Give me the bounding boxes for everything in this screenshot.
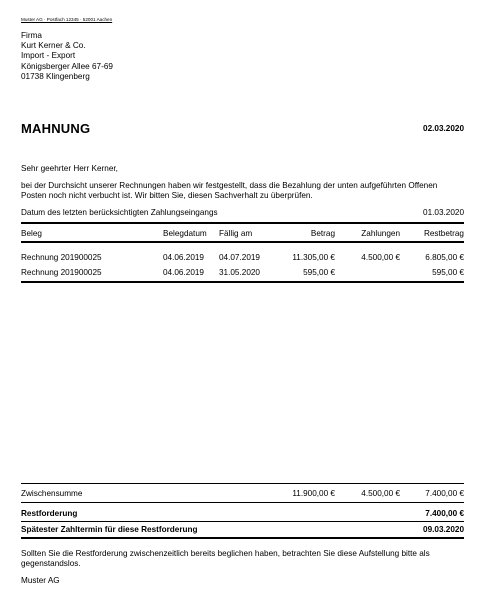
table-cell-zahlungen: 4.500,00 € [361, 253, 400, 262]
table-header-rule [21, 241, 464, 243]
subtotal-top-rule [21, 483, 464, 484]
restforderung-value: 7.400,00 € [425, 509, 464, 518]
subtotal-restbetrag: 7.400,00 € [425, 489, 464, 498]
deadline-rule [21, 537, 464, 539]
recipient-line: 01738 Klingenberg [21, 71, 90, 81]
subtotal-zahlungen: 4.500,00 € [361, 489, 400, 498]
table-cell-betrag: 11.305,00 € [292, 253, 335, 262]
subtotal-label: Zwischensumme [21, 489, 83, 498]
last-payment-date: 01.03.2020 [423, 208, 464, 217]
document-title: MAHNUNG [21, 121, 91, 136]
recipient-line: Import - Export [21, 51, 76, 61]
table-cell-belegdatum: 04.06.2019 [163, 253, 204, 262]
table-cell-beleg: Rechnung 201900025 [21, 268, 102, 277]
last-payment-label: Datum des letzten berücksichtigten Zahlungseingangs [21, 208, 218, 217]
greeting: Sehr geehrter Herr Kerner, [21, 164, 118, 173]
table-cell-restbetrag: 6.805,00 € [425, 253, 464, 262]
column-header-belegdatum: Belegdatum [163, 229, 207, 238]
document-date: 02.03.2020 [423, 124, 464, 133]
deadline-label: Spätester Zahltermin für diese Restforderung [21, 525, 198, 534]
sender-address-line: Muster AG · Postfach 12345 · 52001 Aachen [21, 17, 113, 22]
subtotal-betrag: 11.900,00 € [292, 489, 335, 498]
recipient-line: Firma [21, 31, 42, 40]
closing-text: Sollten Sie die Restforderung zwischenzeitlich bereits beglichen haben, betrachten Sie diese Aufstellung bitte als gegenstandslos. [21, 549, 430, 568]
body-text: bei der Durchsicht unserer Rechnungen haben wir festgestellt, dass die Bezahlung der unten aufgeführten Offenen Posten noch nicht verbucht ist. Wir bitten Sie, diesen Sachverhalt zu überprüfen. [21, 181, 438, 200]
table-top-rule [21, 222, 464, 224]
column-header-beleg: Beleg [21, 229, 42, 238]
column-header-zahlungen: Zahlungen [361, 229, 400, 238]
table-cell-faellig: 31.05.2020 [219, 268, 260, 277]
table-cell-betrag: 595,00 € [303, 268, 335, 277]
restforderung-label: Restforderung [21, 509, 78, 518]
table-cell-belegdatum: 04.06.2019 [163, 268, 204, 277]
recipient-address [21, 31, 113, 82]
recipient-line: Königsberger Allee 67-69 [21, 61, 113, 71]
signature: Muster AG [21, 576, 60, 585]
table-rows-bottom-rule [21, 281, 464, 283]
column-header-restbetrag: Restbetrag [423, 229, 464, 238]
restforderung-rule [21, 521, 464, 522]
table-cell-restbetrag: 595,00 € [432, 268, 464, 277]
column-header-faellig: Fällig am [219, 229, 253, 238]
table-cell-beleg: Rechnung 201900025 [21, 253, 102, 262]
recipient-line: Kurt Kerner & Co. [21, 41, 86, 51]
table-cell-faellig: 04.07.2019 [219, 253, 260, 262]
subtotal-bottom-rule [21, 502, 464, 503]
column-header-betrag: Betrag [310, 229, 335, 238]
deadline-date: 09.03.2020 [423, 525, 464, 534]
